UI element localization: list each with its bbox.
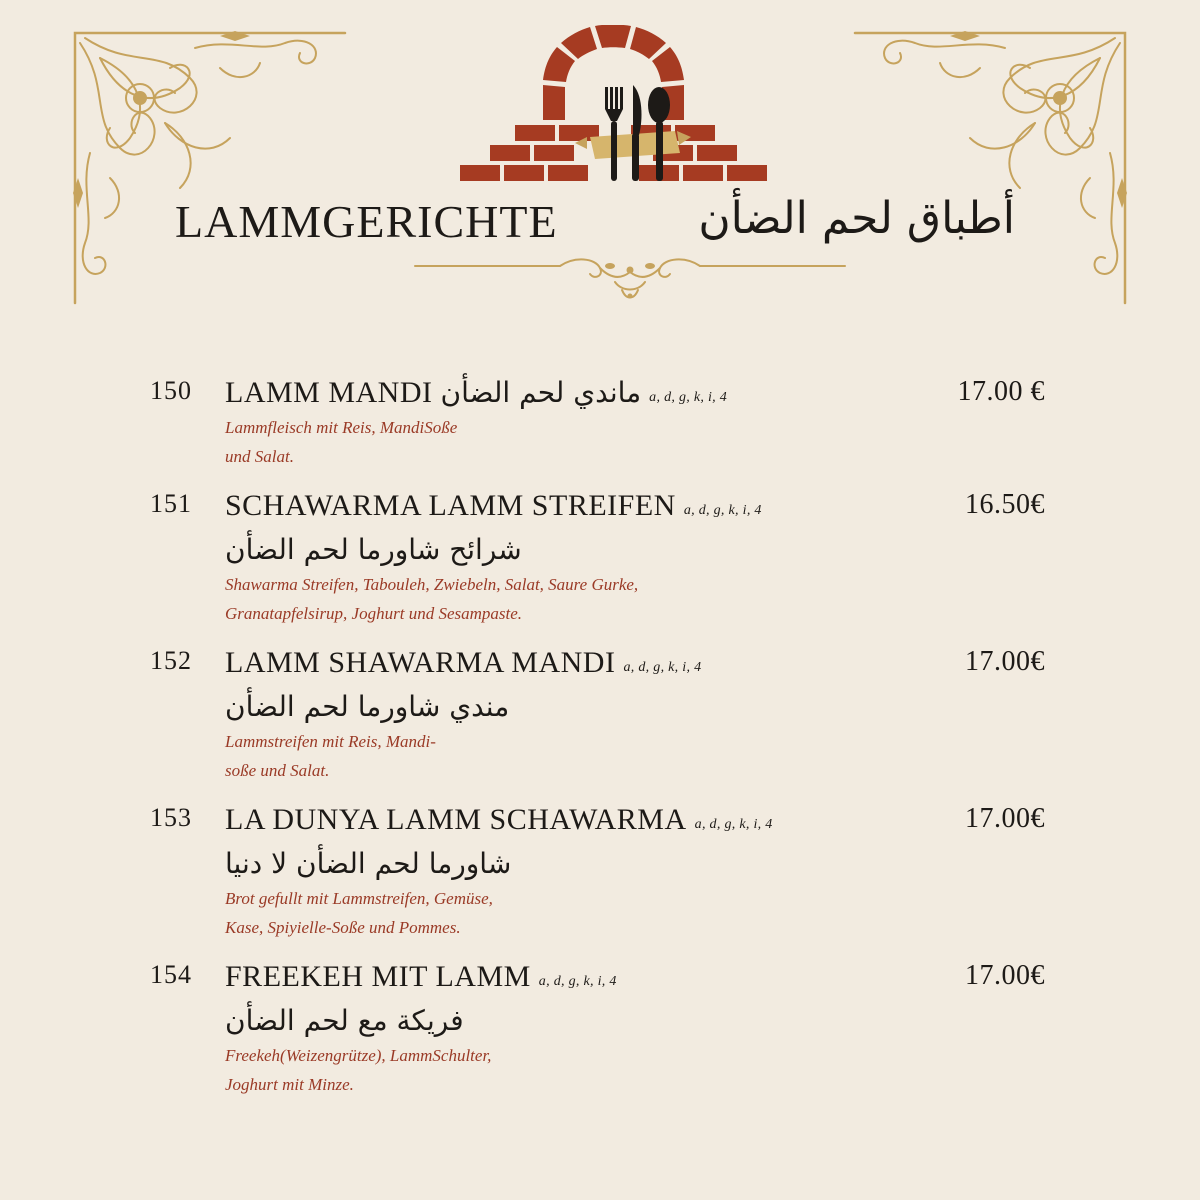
item-number: 150 [150,376,192,405]
item-name-en: FREEKEH MIT LAMM [225,960,531,993]
item-name-ar: شاورما لحم الضأن لا دنيا [225,847,512,880]
item-description: Brot gefullt mit Lammstreifen, Gemüse, Kase, Spiyielle-Soße und Pommes. [225,889,493,937]
item-number: 152 [150,646,192,675]
brick-arch-logo-icon [455,25,775,190]
item-title-line [225,642,965,689]
item-name-en: LA DUNYA LAMM SCHAWARMA [225,803,687,836]
item-description: Freekeh(Weizengrütze), LammSchulter, Joghurt mit Minze. [225,1046,492,1094]
menu-item [150,372,1050,471]
item-allergens: a, d, g, k, i, 4 [538,974,617,989]
item-body [225,642,965,785]
item-name-en: LAMM MANDI [225,376,433,409]
item-price: 17.00€ [965,960,1045,991]
item-number: 153 [150,803,192,832]
item-title-line [225,372,965,419]
ornament-corner-icon [850,28,1130,308]
item-title-line [225,799,965,846]
item-title-line [225,956,965,1003]
item-name-ar: مندي شاورما لحم الضأن [225,690,510,723]
menu-list [150,372,1050,1113]
item-number: 154 [150,960,192,989]
ornament-divider-icon [410,248,850,308]
item-body [225,799,965,942]
item-allergens: a, d, g, k, i, 4 [623,660,702,675]
item-price: 16.50€ [965,489,1045,520]
menu-item [150,799,1050,942]
title-german: LAMMGERICHTE [175,196,558,247]
ornament-corner-icon [70,28,350,308]
fork-icon [605,87,623,181]
item-name-ar: فريكة مع لحم الضأن [225,1004,464,1037]
item-body [225,372,965,471]
item-name-ar: ماندي لحم الضأن [440,376,642,409]
item-title-line [225,485,965,532]
item-name-en: LAMM SHAWARMA MANDI [225,646,616,679]
item-name-ar: شرائح شاورما لحم الضأن [225,533,522,566]
item-number: 151 [150,489,192,518]
menu-item [150,642,1050,785]
item-body [225,956,965,1099]
item-price: 17.00€ [965,646,1045,677]
page-title [175,195,1035,255]
menu-item [150,956,1050,1099]
item-allergens: a, d, g, k, i, 4 [683,503,762,518]
item-price: 17.00€ [965,803,1045,834]
item-name-en: SCHAWARMA LAMM STREIFEN [225,489,676,522]
menu-item [150,485,1050,628]
item-allergens: a, d, g, k, i, 4 [649,390,728,405]
item-description: Lammfleisch mit Reis, MandiSoße und Salat. [225,418,458,466]
item-body [225,485,965,628]
item-allergens: a, d, g, k, i, 4 [694,817,773,832]
item-description: Shawarma Streifen, Tabouleh, Zwiebeln, Salat, Saure Gurke, Granatapfelsirup, Joghurt und Sesampaste. [225,575,639,623]
item-description: Lammstreifen mit Reis, Mandi- soße und Salat. [225,732,436,780]
title-arabic: أطباق لحم الضأن [698,193,1015,244]
item-price: 17.00 € [957,376,1045,407]
